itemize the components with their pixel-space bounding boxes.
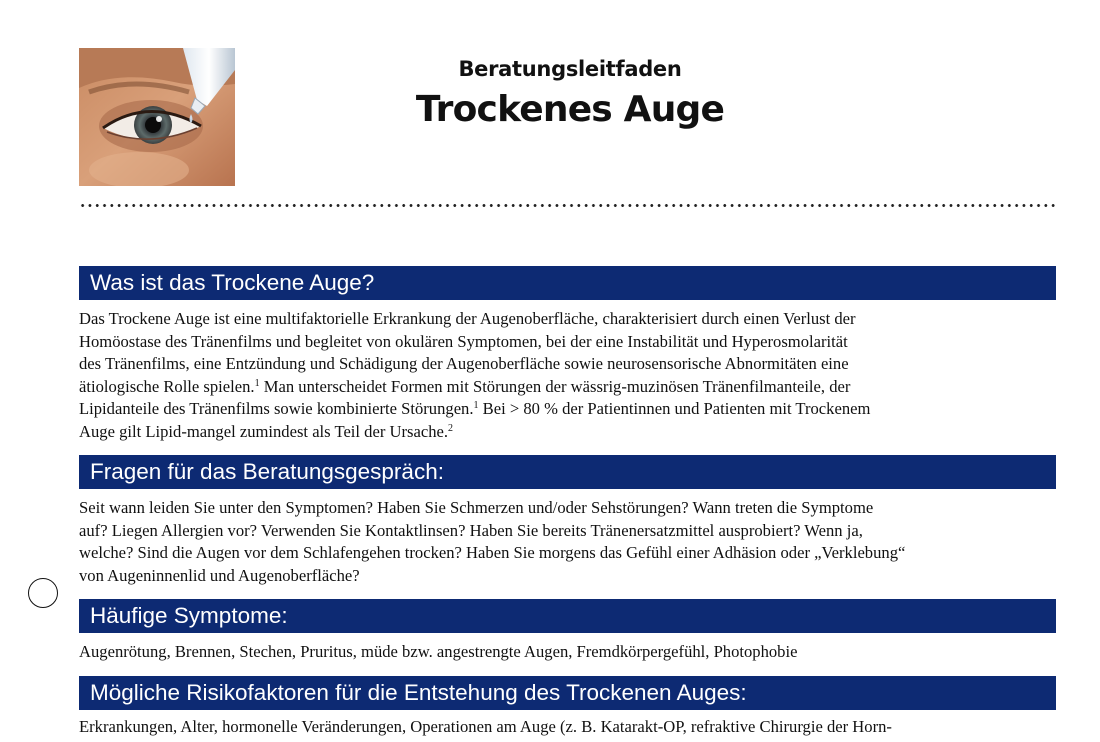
- section-body-questions: [79, 497, 1059, 587]
- footnote-ref: 2: [448, 422, 454, 434]
- body-line: Erkrankungen, Alter, hormonelle Veränderungen, Operationen am Auge (z. B. Katarakt-OP, refraktive Chirurgie der Horn-: [79, 717, 892, 736]
- document-title: Trockenes Auge: [415, 89, 725, 130]
- footnote-ref: 1: [473, 400, 479, 412]
- body-line: Augenrötung, Brennen, Stechen, Pruritus, müde bzw. angestrengte Augen, Fremdkörpergefühl, Photophobie: [79, 642, 798, 661]
- body-line: Homöostase des Tränenfilms und begleitet von okulären Symptomen, bei der eine Instabilität und Hyperosmolarität: [79, 331, 848, 351]
- eye-drop-photo: [79, 48, 235, 186]
- body-line: Das Trockene Auge ist eine multifaktorielle Erkrankung der Augenoberfläche, charakterisiert durch einen Verlust der: [79, 309, 856, 328]
- section-heading-questions: Fragen für das Beratungsgespräch:: [79, 455, 1056, 489]
- dotted-divider: [79, 203, 1057, 208]
- footnote-ref: 1: [254, 377, 260, 389]
- body-line: Lipidanteile des Tränenfilms sowie kombinierte Störungen.$^1$ Bei > 80 % der Patientinnen und Patienten mit Trockenem: [79, 399, 871, 419]
- body-line: auf? Liegen Allergien vor? Verwenden Sie Kontaktlinsen? Haben Sie bereits Tränenersatzmittel ausprobiert? Wenn ja,: [79, 520, 863, 540]
- body-line: Auge gilt Lipid-mangel zumindest als Teil der Ursache.$^2$: [79, 421, 454, 441]
- section-body-definition: [79, 308, 1059, 444]
- body-line: welche? Sind die Augen vor dem Schlafengehen trocken? Haben Sie morgens das Gefühl einer Adhäsion oder „Verklebung“: [79, 543, 906, 563]
- body-line: von Augeninnenlid und Augenoberfläche?: [79, 565, 360, 585]
- section-heading-risk-factors: Mögliche Risikofaktoren für die Entstehung des Trockenen Auges:: [79, 676, 1056, 710]
- body-line: ätiologische Rolle spielen.$^1$ Man unterscheidet Formen mit Störungen der wässrig-muzinösen Tränenfilmanteile, der: [79, 376, 851, 396]
- circle-marker-icon: [28, 578, 58, 608]
- section-body-symptoms: [79, 641, 1059, 664]
- section-heading-symptoms: Häufige Symptome:: [79, 599, 1056, 633]
- section-body-risk-factors: [79, 716, 1059, 739]
- section-heading-definition: Was ist das Trockene Auge?: [79, 266, 1056, 300]
- document-subtitle: Beratungsleitfaden: [458, 57, 682, 81]
- body-line: des Tränenfilms, eine Entzündung und Schädigung der Augenoberfläche sowie neurosensorische Abnormitäten eine: [79, 354, 849, 374]
- body-line: Seit wann leiden Sie unter den Symptomen? Haben Sie Schmerzen und/oder Sehstörungen? Wann treten die Symptome: [79, 498, 874, 517]
